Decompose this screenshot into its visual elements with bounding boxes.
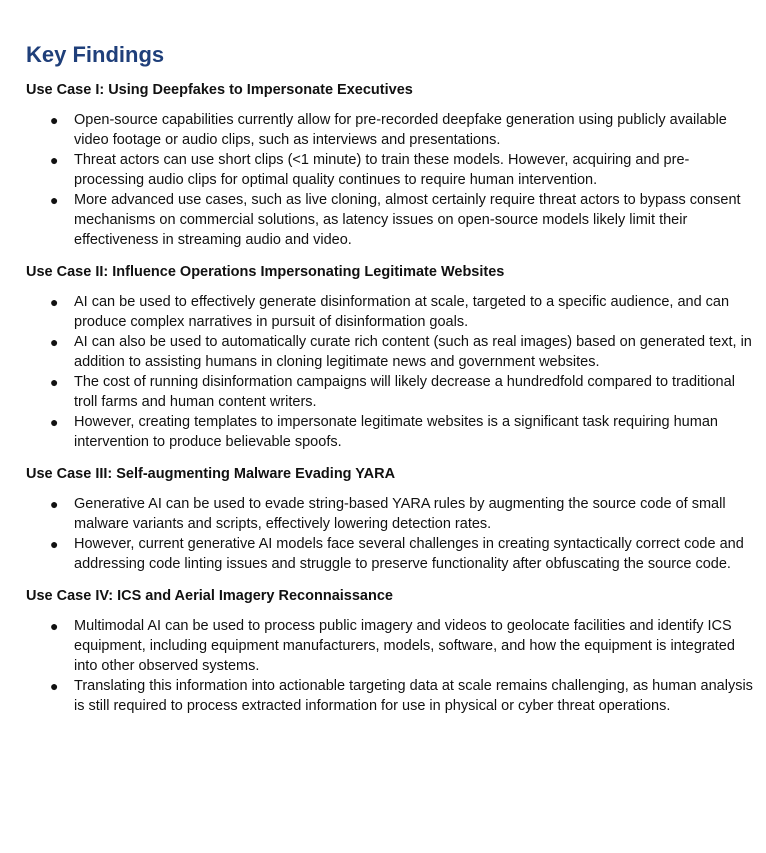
section-heading: Use Case III: Self-augmenting Malware Evading YARA bbox=[26, 466, 396, 482]
page-title: Key Findings bbox=[26, 42, 165, 67]
bullet-text: However, current generative AI models face several challenges in creating syntactically correct code and addressing code linting issues and struggle to preserve functionality after obfuscating the source code. bbox=[74, 536, 744, 572]
bullet-dot-icon: ● bbox=[50, 496, 59, 512]
bullet-dot-icon: ● bbox=[50, 192, 59, 208]
bullet-dot-icon: ● bbox=[50, 112, 59, 128]
section-use-case-3 bbox=[26, 464, 756, 574]
section-use-case-1 bbox=[26, 80, 756, 250]
list-item bbox=[50, 332, 756, 372]
section-use-case-4 bbox=[26, 586, 756, 716]
bullet-dot-icon: ● bbox=[50, 536, 59, 552]
bullet-list bbox=[26, 616, 756, 716]
bullet-dot-icon: ● bbox=[50, 334, 59, 350]
bullet-text: However, creating templates to impersonate legitimate websites is a significant task requiring human intervention to produce believable spoofs. bbox=[74, 414, 718, 450]
section-heading: Use Case II: Influence Operations Impersonating Legitimate Websites bbox=[26, 264, 505, 280]
list-item bbox=[50, 150, 756, 190]
list-item bbox=[50, 292, 756, 332]
list-item bbox=[50, 372, 756, 412]
section-heading: Use Case I: Using Deepfakes to Impersonate Executives bbox=[26, 82, 413, 98]
list-item bbox=[50, 534, 756, 574]
bullet-text: Open-source capabilities currently allow for pre-recorded deepfake generation using publicly available video footage or audio clips, such as interviews and presentations. bbox=[74, 112, 727, 148]
document-page bbox=[26, 40, 756, 728]
list-item bbox=[50, 494, 756, 534]
bullet-text: Multimodal AI can be used to process public imagery and videos to geolocate facilities and identify ICS equipment, including equipment manufacturers, models, software, and how the equipment is integrated into other observed systems. bbox=[74, 618, 735, 674]
section-use-case-2 bbox=[26, 262, 756, 452]
bullet-dot-icon: ● bbox=[50, 678, 59, 694]
bullet-dot-icon: ● bbox=[50, 294, 59, 310]
list-item bbox=[50, 412, 756, 452]
section-heading: Use Case IV: ICS and Aerial Imagery Reconnaissance bbox=[26, 588, 393, 604]
list-item bbox=[50, 676, 756, 716]
bullet-list bbox=[26, 110, 756, 250]
bullet-dot-icon: ● bbox=[50, 374, 59, 390]
bullet-text: AI can be used to effectively generate disinformation at scale, targeted to a specific audience, and can produce complex narratives in pursuit of disinformation goals. bbox=[74, 294, 730, 330]
bullet-list bbox=[26, 494, 756, 574]
bullet-text: Generative AI can be used to evade string-based YARA rules by augmenting the source code of small malware variants and scripts, effectively lowering detection rates. bbox=[74, 496, 726, 532]
bullet-text: AI can also be used to automatically curate rich content (such as real images) based on generated text, in addition to assisting humans in cloning legitimate news and government websites. bbox=[74, 334, 752, 370]
list-item bbox=[50, 190, 756, 250]
bullet-dot-icon: ● bbox=[50, 152, 59, 168]
list-item bbox=[50, 110, 756, 150]
bullet-list bbox=[26, 292, 756, 452]
bullet-text: Threat actors can use short clips (<1 minute) to train these models. However, acquiring and pre-processing audio clips for optimal quality continues to require human intervention. bbox=[74, 152, 690, 188]
bullet-dot-icon: ● bbox=[50, 618, 59, 634]
bullet-text: Translating this information into actionable targeting data at scale remains challenging, as human analysis is still required to process extracted information for use in physical or cyber threat operations. bbox=[74, 678, 753, 714]
list-item bbox=[50, 616, 756, 676]
bullet-dot-icon: ● bbox=[50, 414, 59, 430]
bullet-text: The cost of running disinformation campaigns will likely decrease a hundredfold compared to traditional troll farms and human content writers. bbox=[74, 374, 735, 410]
bullet-text: More advanced use cases, such as live cloning, almost certainly require threat actors to bypass consent mechanisms on commercial solutions, as latency issues on open-source models likely limit their effectiveness in streaming audio and video. bbox=[74, 192, 741, 248]
